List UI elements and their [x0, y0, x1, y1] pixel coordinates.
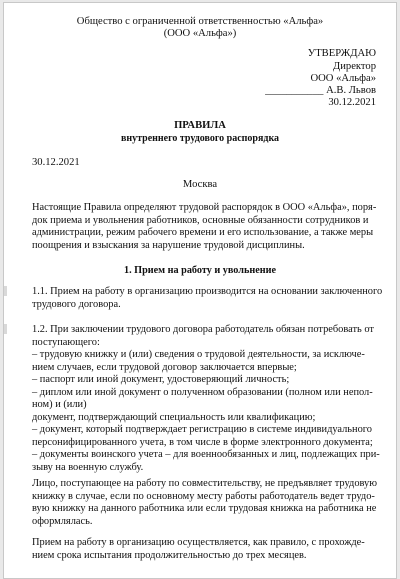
paragraph-line: ном) и (или): [32, 399, 87, 410]
margin-marker: [4, 324, 7, 334]
org-full-name: Общество с ограниченной ответственностью «Альфа»: [76, 16, 324, 27]
paragraph-line: 1.1. Прием на работу в организацию производится на основании заключенного: [32, 286, 383, 297]
paragraph-line: книжку в случае, если по основному месту работы работодатель ведет трудо-: [32, 490, 375, 502]
approval-org: ООО «Альфа»: [310, 73, 376, 84]
approval-date: 30.12.2021: [328, 97, 376, 108]
paragraph-line: – диплом или иной документ о полученном образовании (полном или непол-: [32, 386, 373, 398]
intro-line: док приема и увольнения работников, основные обязанности сотрудников и: [32, 214, 369, 226]
document-city: Москва: [182, 179, 218, 190]
paragraph-1-1: [32, 286, 388, 311]
paragraph-1-2: [32, 324, 388, 474]
intro-line: администрации, режим рабочего времени и его использование, а также меры: [32, 227, 374, 238]
paragraph-line: – документы воинского учета – для военнообязанных и лиц, подлежащих при-: [32, 449, 380, 460]
intro-paragraph: [32, 202, 388, 252]
paragraph-part-time: [32, 478, 388, 528]
document-subtitle: внутреннего трудового распорядка: [120, 133, 280, 144]
paragraph-line: – документ, который подтверждает регистрацию в системе индивидуального: [32, 424, 372, 435]
org-short-name: (ООО «Альфа»): [163, 28, 237, 39]
approval-position: Директор: [333, 61, 376, 72]
paragraph-line: – паспорт или иной документ, удостоверяющий личность;: [32, 374, 290, 385]
margin-marker: [4, 286, 7, 296]
paragraph-line: оформлялась.: [32, 515, 93, 527]
paragraph-line: персонифицированного учета, в том числе в форме электронного документа;: [32, 436, 373, 448]
paragraph-probation: [32, 537, 388, 562]
approval-signature: ___________ А.В. Львов: [265, 85, 376, 96]
approval-title: УТВЕРЖДАЮ: [307, 48, 376, 59]
paragraph-line: – трудовую книжку и (или) сведения о трудовой деятельности, за исключе-: [32, 349, 365, 360]
paragraph-line: нием случаев, если трудовой договор заключается впервые;: [32, 361, 297, 373]
document-page: [3, 2, 397, 579]
intro-line: Настоящие Правила определяют трудовой распорядок в ООО «Альфа», поря-: [32, 202, 377, 213]
section-1-title: 1. Прием на работу и увольнение: [123, 265, 276, 276]
document-date: 30.12.2021: [32, 157, 80, 168]
paragraph-line: Прием на работу в организацию осуществляется, как правило, с прохожде-: [32, 537, 365, 548]
paragraph-line: трудового договора.: [32, 298, 121, 310]
paragraph-line: Лицо, поступающее на работу по совместительству, не предъявляет трудовую: [32, 478, 378, 489]
paragraph-line: зыву на военную службу.: [32, 461, 144, 473]
intro-line: поощрения и взыскания за нарушение трудовой дисциплины.: [32, 239, 305, 251]
paragraph-line: вую книжку на данного работника или если трудовая книжка на работника не: [32, 503, 377, 514]
paragraph-line: поступающего:: [32, 336, 100, 348]
paragraph-line: 1.2. При заключении трудового договора работодатель обязан потребовать от: [32, 324, 374, 335]
document-title: ПРАВИЛА: [174, 120, 226, 131]
paragraph-line: документ, подтверждающий специальность или квалификацию;: [32, 411, 316, 423]
paragraph-line: нием срока испытания продолжительностью до трех месяцев.: [32, 549, 307, 561]
